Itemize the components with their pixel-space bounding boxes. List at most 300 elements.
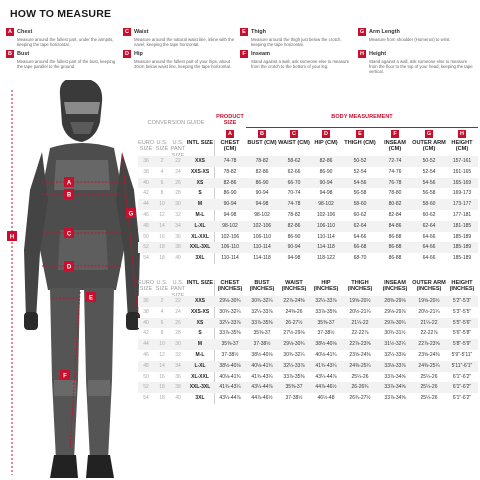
table-cell: 32¼-33⅞ <box>251 308 273 315</box>
table-cell: 38½-40⅛ <box>251 352 273 358</box>
legend-key-badge: G <box>359 29 365 35</box>
legend-item <box>6 28 121 47</box>
table-cell: 31½-32¼ <box>384 341 406 348</box>
legend-item <box>240 28 355 47</box>
legend-key-badge: E <box>240 28 248 36</box>
table-cell: 22 <box>175 298 181 304</box>
legend-key-badge: H <box>358 50 366 58</box>
table-cell: 6'1"-6'2" <box>452 384 472 391</box>
table-cell: 114-118 <box>253 255 271 262</box>
table-cell: 12 <box>159 212 165 218</box>
table-cell: 42 <box>143 330 149 337</box>
table-cell: 32 <box>175 352 181 358</box>
table-row <box>138 339 478 350</box>
table-cell: 106-110 <box>317 222 335 229</box>
us-pant-size-header: U.S. PANT <box>170 140 186 153</box>
table-cell: 20½-21¼ <box>349 308 371 315</box>
table-cell: 4 <box>160 168 164 175</box>
euro-size-header: EURO SIZE <box>138 280 155 293</box>
table-cell: 82-84 <box>388 212 402 218</box>
legend-item-header <box>6 50 121 58</box>
table-cell: 86-88 <box>388 233 402 240</box>
measurement-column-header: BUST (CM) <box>247 140 277 146</box>
table-cell: 36 <box>143 158 149 164</box>
table-cell: 28 <box>175 190 181 197</box>
legend-item-description: Stand against a wall, ask someone else to measure from the crotch to the bottom of your leg. <box>251 59 350 70</box>
table-cell: 44⅞-46½ <box>251 395 273 402</box>
table-cell: 33⅞-34⅝ <box>384 395 406 402</box>
euro-size-header: EURO SIZE <box>138 140 155 153</box>
table-cell: 181-185 <box>452 222 472 229</box>
table-cell: 106-110 <box>253 233 271 240</box>
table-cell: 14 <box>159 222 165 229</box>
table-cell: 90-94 <box>223 201 237 208</box>
table-cell: 74-76 <box>388 168 402 175</box>
legend-item-header <box>240 28 355 36</box>
legend-item-description: Measure around the fullest part of the bust, keeping the tape parallel to the ground. <box>17 59 116 70</box>
table-cell: XXS-XS <box>190 308 210 315</box>
table-cell: 35⅜-37 <box>285 384 303 391</box>
table-cell: 94-98 <box>223 212 237 218</box>
table-cell: 33⅞-35⅜ <box>251 319 273 326</box>
table-cell: 41¾-43¼ <box>315 362 337 369</box>
table-cell: XXS <box>194 158 205 164</box>
table-cell: 102-106 <box>316 212 336 218</box>
table-cell: 35⅜-37 <box>253 330 271 337</box>
table-cell: 43¼-44⅞ <box>219 395 241 402</box>
legend-key-badge: A <box>6 28 14 36</box>
table-cell: 3XL <box>195 255 205 262</box>
intl-size-header: INTL SIZE <box>186 140 214 146</box>
column-key-badge: D <box>322 130 330 138</box>
table-cell: 177-181 <box>452 212 472 218</box>
svg-text:G: G <box>128 211 134 218</box>
table-cell: 21¼-22 <box>420 319 438 326</box>
table-cell: 25¼-26 <box>351 373 369 380</box>
measurement-column-header: HIP (CM) <box>314 140 338 146</box>
legend-item-name: Hip <box>134 51 143 57</box>
table-cell: M <box>197 341 203 348</box>
table-cell: 19⅝-20½ <box>418 298 440 304</box>
table-cell: 50 <box>143 373 149 380</box>
intl-size-header: INTL SIZE <box>186 280 214 286</box>
table-cell: 161-165 <box>452 168 472 175</box>
table-cell: 82-86 <box>223 179 237 186</box>
table-cell: 38 <box>143 168 149 175</box>
table-cell: 157-161 <box>452 158 472 164</box>
table-cell: 34 <box>175 222 181 229</box>
table-cell: 36 <box>175 233 181 240</box>
table-cell: 23⅝-24⅜ <box>349 352 371 358</box>
table-cell: 36 <box>143 298 149 304</box>
legend-item-description: Measure around the fullest part, under the armpits, keeping the tape horizontal. <box>17 37 114 48</box>
legend-key-badge: C <box>123 28 131 36</box>
table-cell: 38½-40⅛ <box>315 341 337 348</box>
table-cell: 33⅞-35⅜ <box>315 308 337 315</box>
table-row <box>138 221 478 232</box>
legend-item-name: Height <box>369 51 387 57</box>
column-key-badge: H <box>458 130 466 138</box>
table-cell: 62-64 <box>353 222 367 229</box>
table-cell: 82-86 <box>255 168 269 175</box>
table-cell: 5'3"-5'5" <box>452 308 472 315</box>
table-cell: 50-52 <box>422 158 436 164</box>
table-cell: 5'8"-5'9" <box>452 341 472 348</box>
legend-item-name: Bust <box>17 51 30 57</box>
body-measurement-header: BODY MEASUREMENT <box>331 114 393 120</box>
table-cell: 40⅛-41¾ <box>315 352 337 358</box>
table-cell: 4 <box>160 308 164 315</box>
table-cell: 110-114 <box>253 244 271 251</box>
table-cell: 78-82 <box>223 168 237 175</box>
table-cell: 118-122 <box>317 255 335 262</box>
table-row <box>138 350 478 361</box>
svg-text:D: D <box>66 264 72 271</box>
measurement-column-header: HEIGHT (INCHES) <box>449 280 475 293</box>
legend-item-name: Thigh <box>251 29 266 35</box>
table-cell: 185-189 <box>452 255 472 262</box>
us-size-header: U.S. SIZE <box>155 140 169 153</box>
table-cell: 30¾-32¼ <box>219 308 241 315</box>
table-cell: 5'2"-5'3" <box>452 298 472 304</box>
table-cell: M-L <box>195 212 205 218</box>
measurement-column-header: CHEST (INCHES) <box>217 280 243 293</box>
svg-text:H: H <box>9 234 15 241</box>
table-cell: XL-XXL <box>191 373 209 380</box>
table-cell: M <box>197 201 203 208</box>
table-cell: 102-106 <box>252 222 272 229</box>
table-row <box>138 167 478 178</box>
legend-key-badge: F <box>240 50 248 58</box>
table-cell: 30 <box>175 341 181 348</box>
table-cell: 76-78 <box>388 179 402 186</box>
table-cell: 5'9"-5'11" <box>451 352 473 358</box>
legend-item-header <box>240 50 355 58</box>
svg-text:E: E <box>88 295 94 302</box>
table-cell: 6 <box>160 319 164 326</box>
table-cell: 62-64 <box>422 222 436 229</box>
table-cell: 32¼-33⅞ <box>219 319 241 326</box>
measurement-column-header: WAIST (INCHES) <box>281 280 307 293</box>
column-key-badge: G <box>426 131 432 137</box>
table-cell: 41¾-43¼ <box>219 384 241 391</box>
body-silhouette <box>0 80 160 480</box>
table-cell: 33⅞-35⅜ <box>283 373 305 380</box>
table-cell: 86-88 <box>388 244 402 251</box>
table-row <box>138 372 478 383</box>
table-cell: 12 <box>159 352 165 358</box>
table-cell: 54 <box>143 255 149 262</box>
svg-text:A: A <box>66 180 72 187</box>
table-row <box>138 199 478 210</box>
table-cell: 40 <box>143 179 149 186</box>
table-cell: 82-86 <box>319 158 333 164</box>
table-cell: XXL-3XL <box>189 384 211 391</box>
legend-item-name: Arm Length <box>369 29 400 35</box>
table-cell: 58-62 <box>287 158 301 164</box>
table-cell: 37-38½ <box>253 341 271 348</box>
table-cell: 22⅞-24⅜ <box>283 298 305 304</box>
table-cell: 22⅞-23⅝ <box>349 341 371 348</box>
measurement-column-header: THIGH (CM) <box>344 140 376 146</box>
table-cell: 40 <box>175 255 181 262</box>
table-cell: 8 <box>160 330 164 337</box>
table-cell: 86-90 <box>287 233 301 240</box>
table-cell: 66-70 <box>287 179 301 186</box>
measurement-column-header: CHEST (CM) <box>220 140 240 153</box>
page-title: HOW TO MEASURE <box>10 8 112 20</box>
table-cell: 5'5"-5'6" <box>452 319 472 326</box>
legend-item-description: Measure from shoulder (Humerus) to wrist. <box>369 37 451 42</box>
table-cell: 35⅜-37 <box>317 319 335 326</box>
table-cell: 94-98 <box>319 190 333 197</box>
table-cell: 44 <box>143 201 149 208</box>
table-cell: 22-22⅞ <box>351 330 369 337</box>
table-cell: 16 <box>159 233 165 240</box>
table-cell: 33⅞-35⅜ <box>219 330 241 337</box>
table-cell: 35⅜-37 <box>221 341 239 348</box>
measurement-column-header: INSEAM (INCHES) <box>382 280 408 293</box>
table-cell: 19⅝-20½ <box>349 298 371 304</box>
table-cell: 62-66 <box>287 168 301 175</box>
table-cell: 25¼-26 <box>420 395 438 402</box>
body-figure <box>0 80 160 480</box>
table-cell: XXS <box>194 298 205 304</box>
table-cell: 64-66 <box>422 244 436 251</box>
table-row <box>138 156 478 167</box>
table-cell: 22-22⅞ <box>420 330 438 337</box>
svg-text:C: C <box>66 231 72 238</box>
table-cell: 72-74 <box>388 158 402 164</box>
table-cell: 40⅛-41¾ <box>251 362 273 369</box>
table-cell: 82-86 <box>287 222 301 229</box>
table-cell: 24⅜-26 <box>285 308 303 315</box>
table-cell: 29⅛-30¾ <box>219 298 241 304</box>
table-cell: 24 <box>175 308 181 315</box>
column-key-badge: A <box>226 130 234 138</box>
table-cell: 110-114 <box>317 233 335 240</box>
table-cell: 86-90 <box>223 190 237 197</box>
table-row <box>138 242 478 253</box>
table-cell: 26 <box>175 179 181 186</box>
table-cell: 26-26¾ <box>351 384 369 391</box>
table-cell: 90-94 <box>287 244 301 251</box>
table-cell: 27½-29⅛ <box>283 330 305 337</box>
table-row <box>138 318 478 329</box>
table-cell: 20½-21¼ <box>418 308 440 315</box>
measurement-column-header: BUST (INCHES) <box>249 280 275 293</box>
measurement-column-header: OUTER ARM (CM) <box>412 140 446 153</box>
table-cell: 3XL <box>195 395 205 402</box>
table-cell: 58-60 <box>353 201 367 208</box>
table-row <box>138 210 478 221</box>
table-cell: 94-98 <box>287 255 301 262</box>
table-cell: 22 <box>175 158 181 164</box>
table-row <box>138 178 478 189</box>
table-cell: L-XL <box>194 362 206 369</box>
table-cell: 114-118 <box>317 244 335 251</box>
table-cell: 50-52 <box>353 158 367 164</box>
legend-item-description: Stand against a wall, ask someone else to measure from the floor to the top of your head, keeping the tape vertical. <box>369 59 473 75</box>
legend-item <box>123 50 238 69</box>
legend-key-badge: D <box>123 50 131 58</box>
table-cell: 64-66 <box>422 255 436 262</box>
table-cell: 38 <box>175 244 181 251</box>
table-cell: 86-88 <box>388 255 402 262</box>
table-cell: 6'1"-6'2" <box>452 373 472 380</box>
table-cell: 66-68 <box>353 244 367 251</box>
table-cell: 37-38½ <box>285 395 303 402</box>
table-cell: 74-78 <box>287 201 301 208</box>
table-cell: 46½-48 <box>317 395 335 402</box>
table-cell: 25¼-26 <box>420 373 438 380</box>
legend-item-header <box>123 50 238 58</box>
table-cell: 60-62 <box>353 212 367 218</box>
table-cell: 30¾-31½ <box>384 330 406 337</box>
column-key-badge: B <box>258 130 266 138</box>
table-cell: 48 <box>143 362 149 369</box>
measurement-column-header: WAIST (CM) <box>278 140 310 146</box>
table-cell: 33⅛-33⅞ <box>384 362 406 369</box>
legend-item <box>358 28 473 42</box>
svg-text:F: F <box>63 373 67 380</box>
table-cell: 6 <box>160 179 164 186</box>
table-cell: 98-102 <box>254 212 270 218</box>
table-cell: 30 <box>175 201 181 208</box>
table-cell: 28 <box>175 330 181 337</box>
legend-item-header <box>123 28 238 36</box>
column-key-badge: C <box>290 130 298 138</box>
measurement-column-header: HEIGHT (CM) <box>451 140 473 153</box>
us-size-header: U.S. SIZE <box>155 280 169 293</box>
table-cell: 24⅜-25¼ <box>349 362 371 369</box>
table-cell: 78-80 <box>388 190 402 197</box>
table-cell: 54 <box>143 395 149 402</box>
column-key-badge: E <box>356 130 364 138</box>
measurement-column-header: HIP (INCHES) <box>313 280 339 293</box>
table-cell: 10 <box>159 201 165 208</box>
column-key-badge: F <box>391 130 399 138</box>
svg-text:B: B <box>66 192 72 199</box>
table-cell: 44⅞-46½ <box>315 384 337 391</box>
table-cell: 78-82 <box>255 158 269 164</box>
table-cell: 56-58 <box>353 190 367 197</box>
table-cell: S <box>198 330 202 337</box>
table-row <box>138 393 478 404</box>
table-cell: 173-177 <box>452 201 472 208</box>
table-cell: XS <box>196 319 204 326</box>
table-cell: 94-98 <box>255 201 269 208</box>
table-cell: 30¾-32¼ <box>283 352 305 358</box>
measurement-column-header: OUTER ARM (INCHES) <box>412 280 446 293</box>
table-cell: 29⅛-30¾ <box>283 341 305 348</box>
table-cell: 68-70 <box>353 255 367 262</box>
table-cell: 36 <box>175 373 181 380</box>
table-cell: 52 <box>143 384 149 391</box>
table-cell: 46 <box>143 212 149 218</box>
table-cell: 14 <box>159 362 165 369</box>
table-cell: 29⅞-30¾ <box>384 319 406 326</box>
legend-item <box>240 50 355 69</box>
table-cell: 40 <box>143 319 149 326</box>
table-cell: 44 <box>143 341 149 348</box>
table-cell: 42 <box>143 190 149 197</box>
product-size-header: PRODUCT SIZE <box>216 114 244 127</box>
table-cell: 29⅛-29⅞ <box>384 308 406 315</box>
table-cell: 56-58 <box>422 190 436 197</box>
table-cell: 52-54 <box>422 168 436 175</box>
table-cell: 169-173 <box>452 190 472 197</box>
table-cell: 52 <box>143 244 149 251</box>
legend-item <box>6 50 121 69</box>
table-cell: 46 <box>143 352 149 358</box>
table-cell: 38 <box>143 308 149 315</box>
table-cell: 6'1"-6'2" <box>452 395 472 402</box>
table-cell: 26¾-27½ <box>349 395 371 402</box>
legend-item-header <box>6 28 121 36</box>
table-cell: 86-90 <box>319 168 333 175</box>
table-cell: 26-27½ <box>285 319 303 326</box>
table-cell: 18 <box>159 244 165 251</box>
legend-item-header <box>358 28 473 36</box>
table-cell: 54-56 <box>353 179 367 186</box>
legend-item <box>358 50 473 75</box>
us-pant-size-header: U.S. PANT <box>170 280 186 293</box>
table-row <box>138 328 478 339</box>
table-cell: 26 <box>175 319 181 326</box>
table-cell: 30¾-32¼ <box>251 298 273 304</box>
legend-key-badge: B <box>6 50 14 58</box>
table-cell: 43¼-44⅞ <box>315 373 337 380</box>
header-underline <box>246 127 478 128</box>
table-cell: 90-94 <box>255 190 269 197</box>
legend-item <box>123 28 238 47</box>
table-cell: XXL-3XL <box>189 244 211 251</box>
table-cell: 106-110 <box>221 244 239 251</box>
table-cell: 50 <box>143 233 149 240</box>
measurement-column-header: INSEAM (CM) <box>384 140 406 153</box>
table-cell: 8 <box>160 190 164 197</box>
table-cell: 18 <box>159 384 165 391</box>
table-cell: 70-74 <box>287 190 301 197</box>
table-cell: 64-66 <box>353 233 367 240</box>
table-cell: 25¼-26 <box>420 384 438 391</box>
table-cell: 52-54 <box>353 168 367 175</box>
legend-item-description: Measure around the thigh just below the crotch, keeping the tape horizontal. <box>251 37 342 48</box>
table-cell: 40 <box>175 395 181 402</box>
table-cell: 60-62 <box>422 212 436 218</box>
legend-item-name: Inseam <box>251 51 270 57</box>
table-cell: 18 <box>159 395 165 402</box>
table-row <box>138 307 478 318</box>
legend-item-description: Measure around the natural waist line, inline with the navel, keeping the tape horizontal. <box>134 37 235 48</box>
table-cell: 34 <box>175 362 181 369</box>
table-cell: 10 <box>159 341 165 348</box>
table-cell: 48 <box>143 222 149 229</box>
table-cell: 32¼-33⅞ <box>315 298 337 304</box>
table-cell: 54-56 <box>422 179 436 186</box>
table-row <box>138 361 478 372</box>
table-cell: XXS-XS <box>190 168 210 175</box>
table-cell: 78-82 <box>287 212 301 218</box>
table-cell: 18 <box>159 255 165 262</box>
table-cell: XL-XXL <box>191 233 209 240</box>
table-cell: 98-102 <box>222 222 238 229</box>
table-cell: 28⅜-29⅛ <box>384 298 406 304</box>
table-cell: L-XL <box>194 222 206 229</box>
table-row <box>138 296 478 307</box>
table-cell: 16 <box>159 373 165 380</box>
